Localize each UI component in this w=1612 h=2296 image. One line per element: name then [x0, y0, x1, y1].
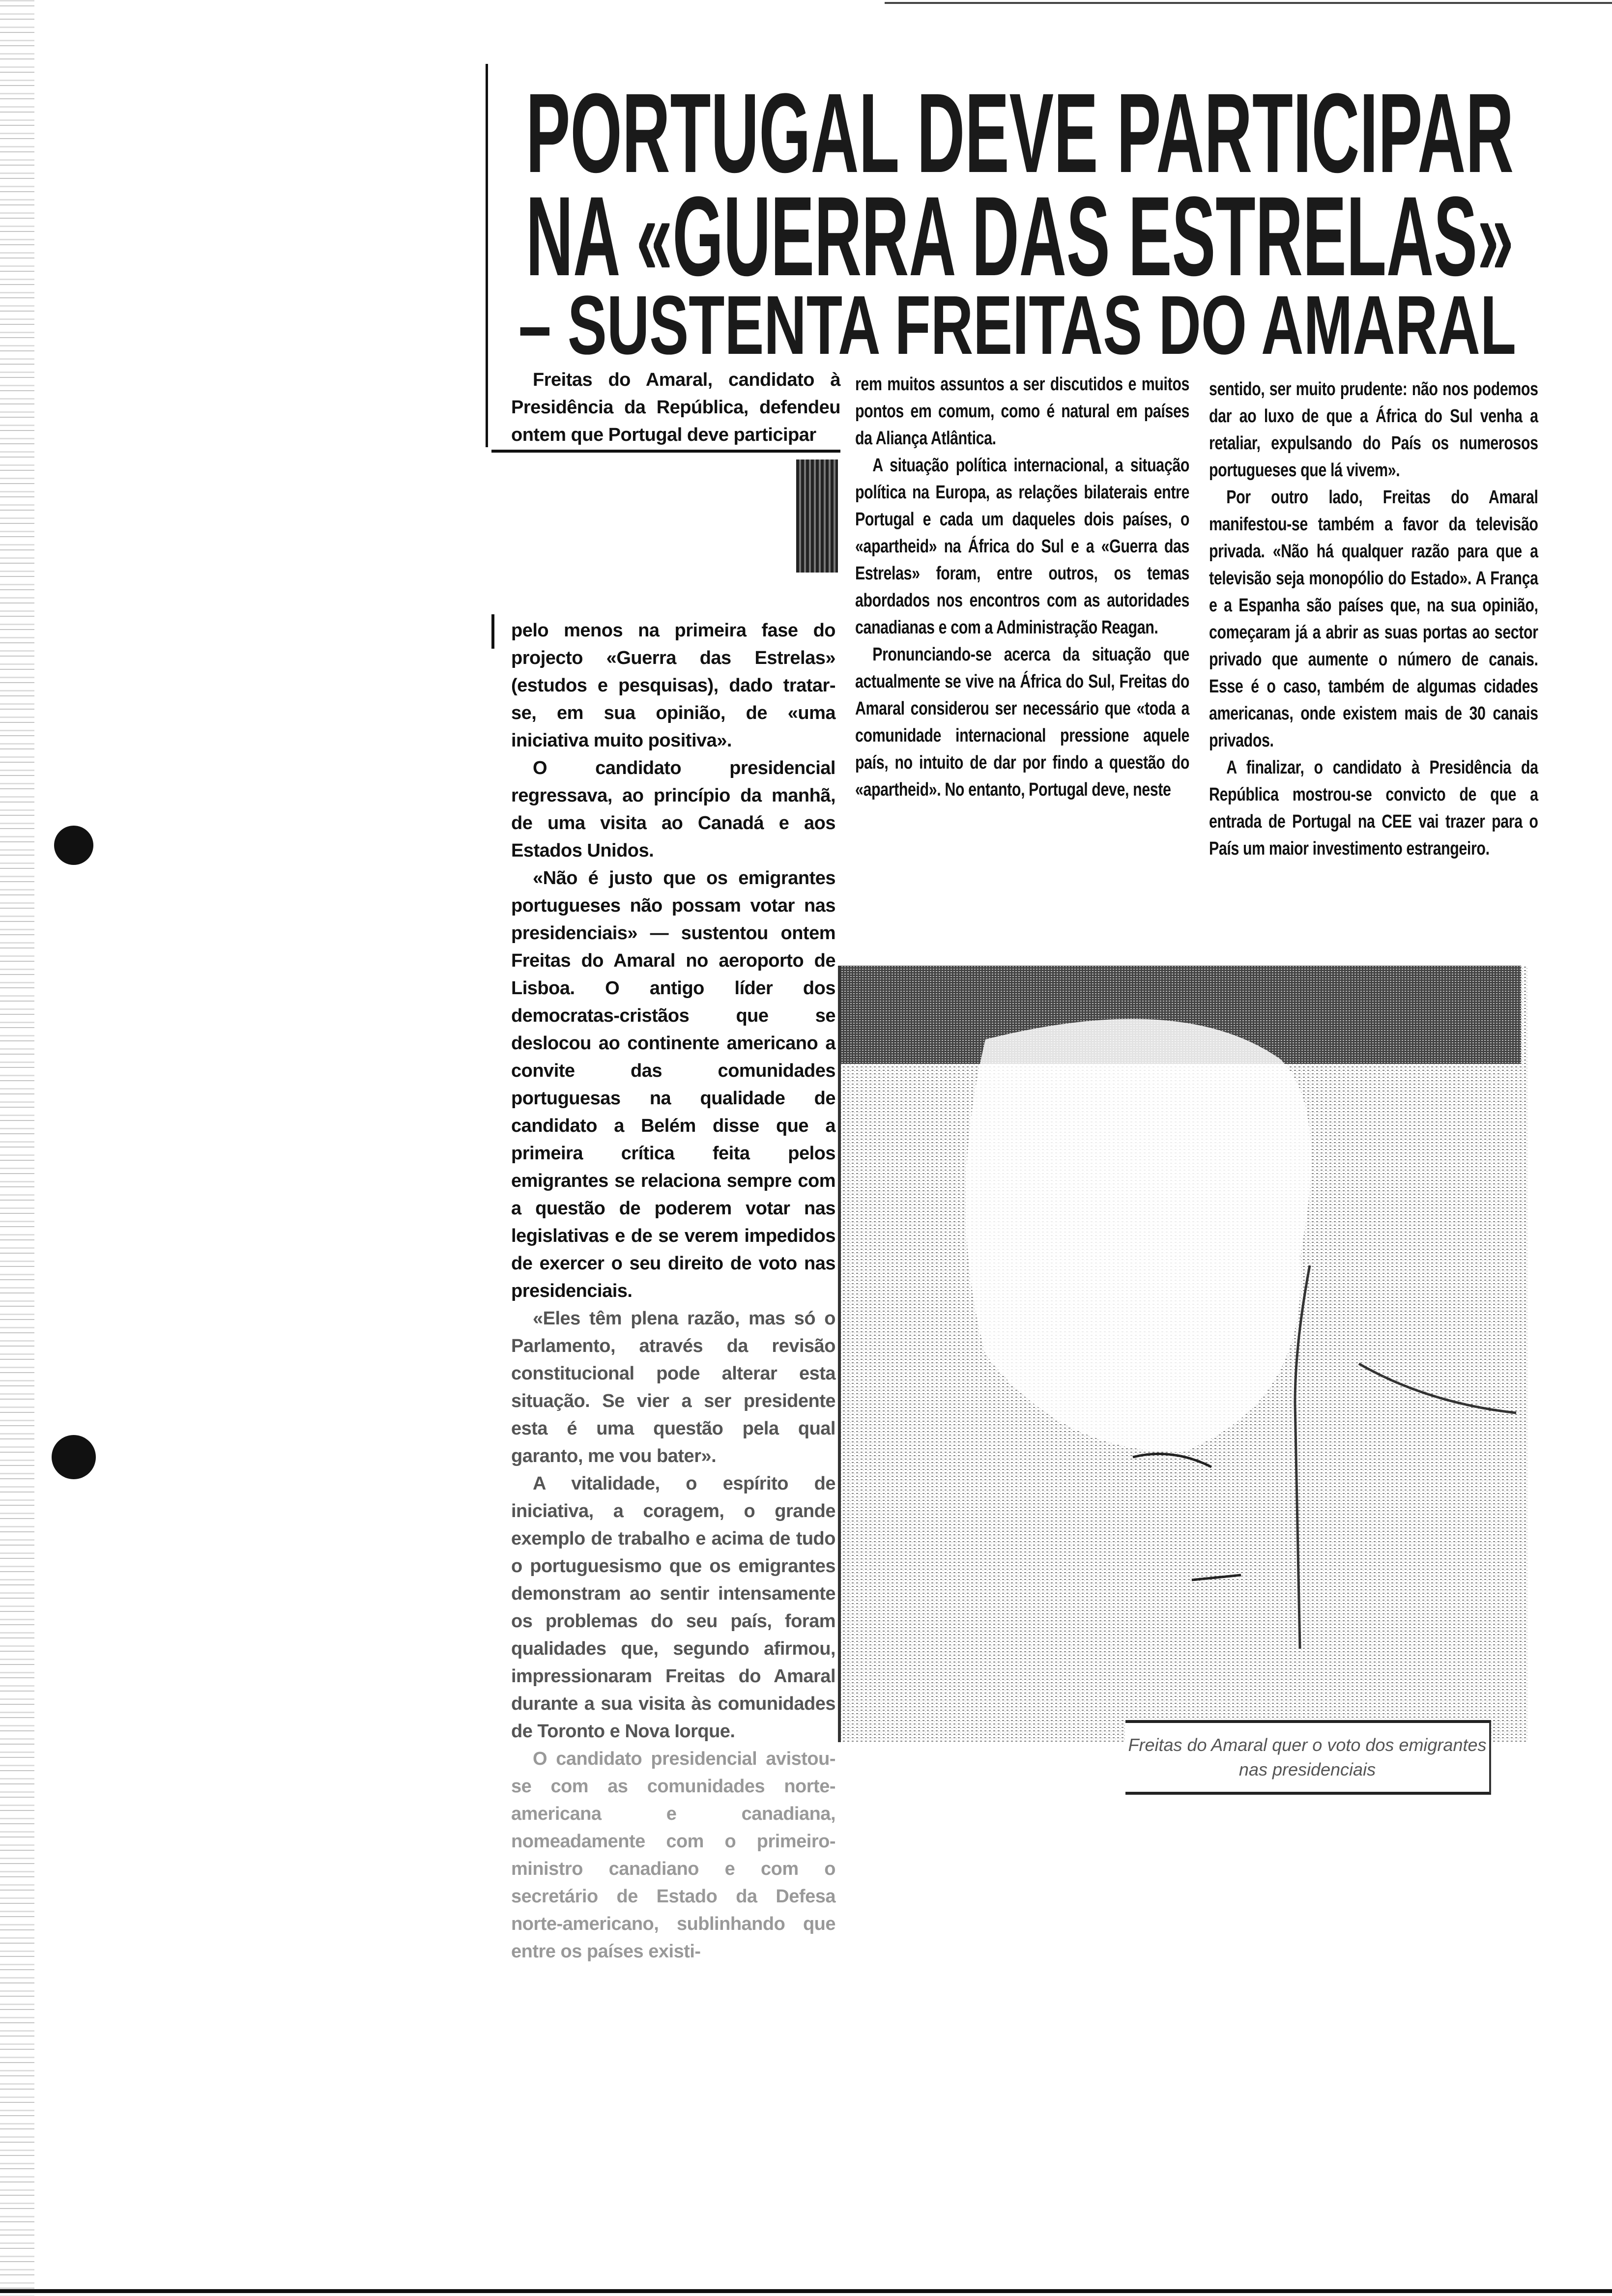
photo-fragment [796, 459, 838, 573]
paragraph: «Não é justo que os emigrantes portugueses não possam votar nas presidenciais» — sustentou ontem Freitas do Amaral no aeroporto de Lisboa. O antigo líder dos democratas-cristãos que se deslocou ao continente americano a convite das comunidades portuguesas na qualidade de candidato a Belém disse que a primeira crítica feita pelos emigrantes se relaciona sempre com a questão de poderem votar nas legislativas e de se verem impedidos de exercer o seu direito de voto nas presidenciais. [511, 868, 835, 1301]
paragraph: Pronunciando-se acerca da situação que actualmente se vive na África do Sul, Freitas do Amaral considerou ser necessário que «toda a comunidade internacional pressione aquele país, no intuito de dar por findo a questão do «apartheid». No entanto, Portugal deve, neste [855, 644, 1189, 800]
article-column-1 [511, 617, 835, 1965]
article-intro [511, 366, 840, 449]
paragraph: «Eles têm plena razão, mas só o Parlamento, através da revisão constitucional pode alterar esta situação. Se vier a ser presidente esta é uma questão pela qual garanto, me vou bater». [511, 1308, 835, 1466]
article-column-3 [1209, 376, 1538, 862]
portrait-photo [838, 966, 1528, 1791]
scan-hole-punch-top [54, 826, 93, 865]
paragraph: A finalizar, o candidato à Presidência da República mostrou-se convicto de que a entrada de Portugal na CEE vai trazer para o País um maior investimento estrangeiro. [1209, 757, 1538, 859]
paragraph: pelo menos na primeira fase do projecto «Guerra das Estrelas» (estudos e pesquisas), dado tratar-se, em sua opinião, de «uma iniciativa muito positiva». [511, 620, 835, 751]
page-bottom-edge [0, 2289, 1612, 2293]
headline-line-2: NA «GUERRA DAS ESTRELAS» [526, 173, 1514, 299]
paragraph: sentido, ser muito prudente: não nos podemos dar ao luxo de que a África do Sul venha a retaliar, expulsando do País os numerosos portugueses que lá vivem». [1209, 379, 1538, 481]
photo-caption-text: Freitas do Amaral quer o voto dos emigrantes nas presidenciais [1128, 1735, 1487, 1779]
column-marker [491, 614, 494, 649]
photo-caption [1125, 1720, 1491, 1795]
paragraph: O candidato presidencial regressava, ao princípio da manhã, de uma visita ao Canadá e aos Estados Unidos. [511, 758, 835, 861]
paragraph: rem muitos assuntos a ser discutidos e muitos pontos em comum, como é natural em países da Aliança Atlântica. [855, 374, 1189, 449]
headline-line-1: PORTUGAL DEVE PARTICIPAR [526, 70, 1514, 196]
scan-hole-punch-bottom [52, 1435, 96, 1479]
intro-bottom-rule [491, 450, 840, 453]
page-top-edge [885, 2, 1612, 4]
headline [491, 69, 1553, 364]
intro-paragraph: Freitas do Amaral, candidato à Presidência da República, defendeu ontem que Portugal deve participar [511, 370, 840, 445]
paragraph: O candidato presidencial avistou-se com as comunidades norte-americana e canadiana, nomeadamente com o primeiro-ministro canadiano e com o secretário de Estado da Defesa norte-americano, sublinhando que entre os países existi- [511, 1749, 835, 1962]
article-column-2 [855, 371, 1189, 804]
paragraph: A situação política internacional, a situação política na Europa, as relações bilaterais entre Portugal e cada um daqueles dois países, o «apartheid» na África do Sul e a «Guerra das Estrelas» foram, entre outros, os temas abordados nos encontros com as autoridades canadianas e com a Administração Reagan. [855, 455, 1189, 638]
paragraph: A vitalidade, o espírito de iniciativa, a coragem, o grande exemplo de trabalho e acima de tudo o portuguesismo que os emigrantes demonstram ao sentir intensamente os problemas do seu país, foram qualidades que, segundo afirmou, impressionaram Freitas do Amaral durante a sua visita às comunidades de Toronto e Nova Iorque. [511, 1473, 835, 1742]
paragraph: Por outro lado, Freitas do Amaral manifestou-se também a favor da televisão privada. «Não há qualquer razão para que a televisão seja monopólio do Estado». A França e a Espanha são países que, na sua opinião, começaram já a abrir as suas portas ao sector privado que aumente o número de canais. Esse é o caso, também de algumas cidades americanas, onde existem mais de 30 canais privados. [1209, 487, 1538, 751]
scan-noise-left-edge [0, 0, 34, 2296]
headline-left-border [486, 64, 488, 447]
headline-line-3: – SUSTENTA FREITAS DO AMARAL [518, 279, 1516, 364]
